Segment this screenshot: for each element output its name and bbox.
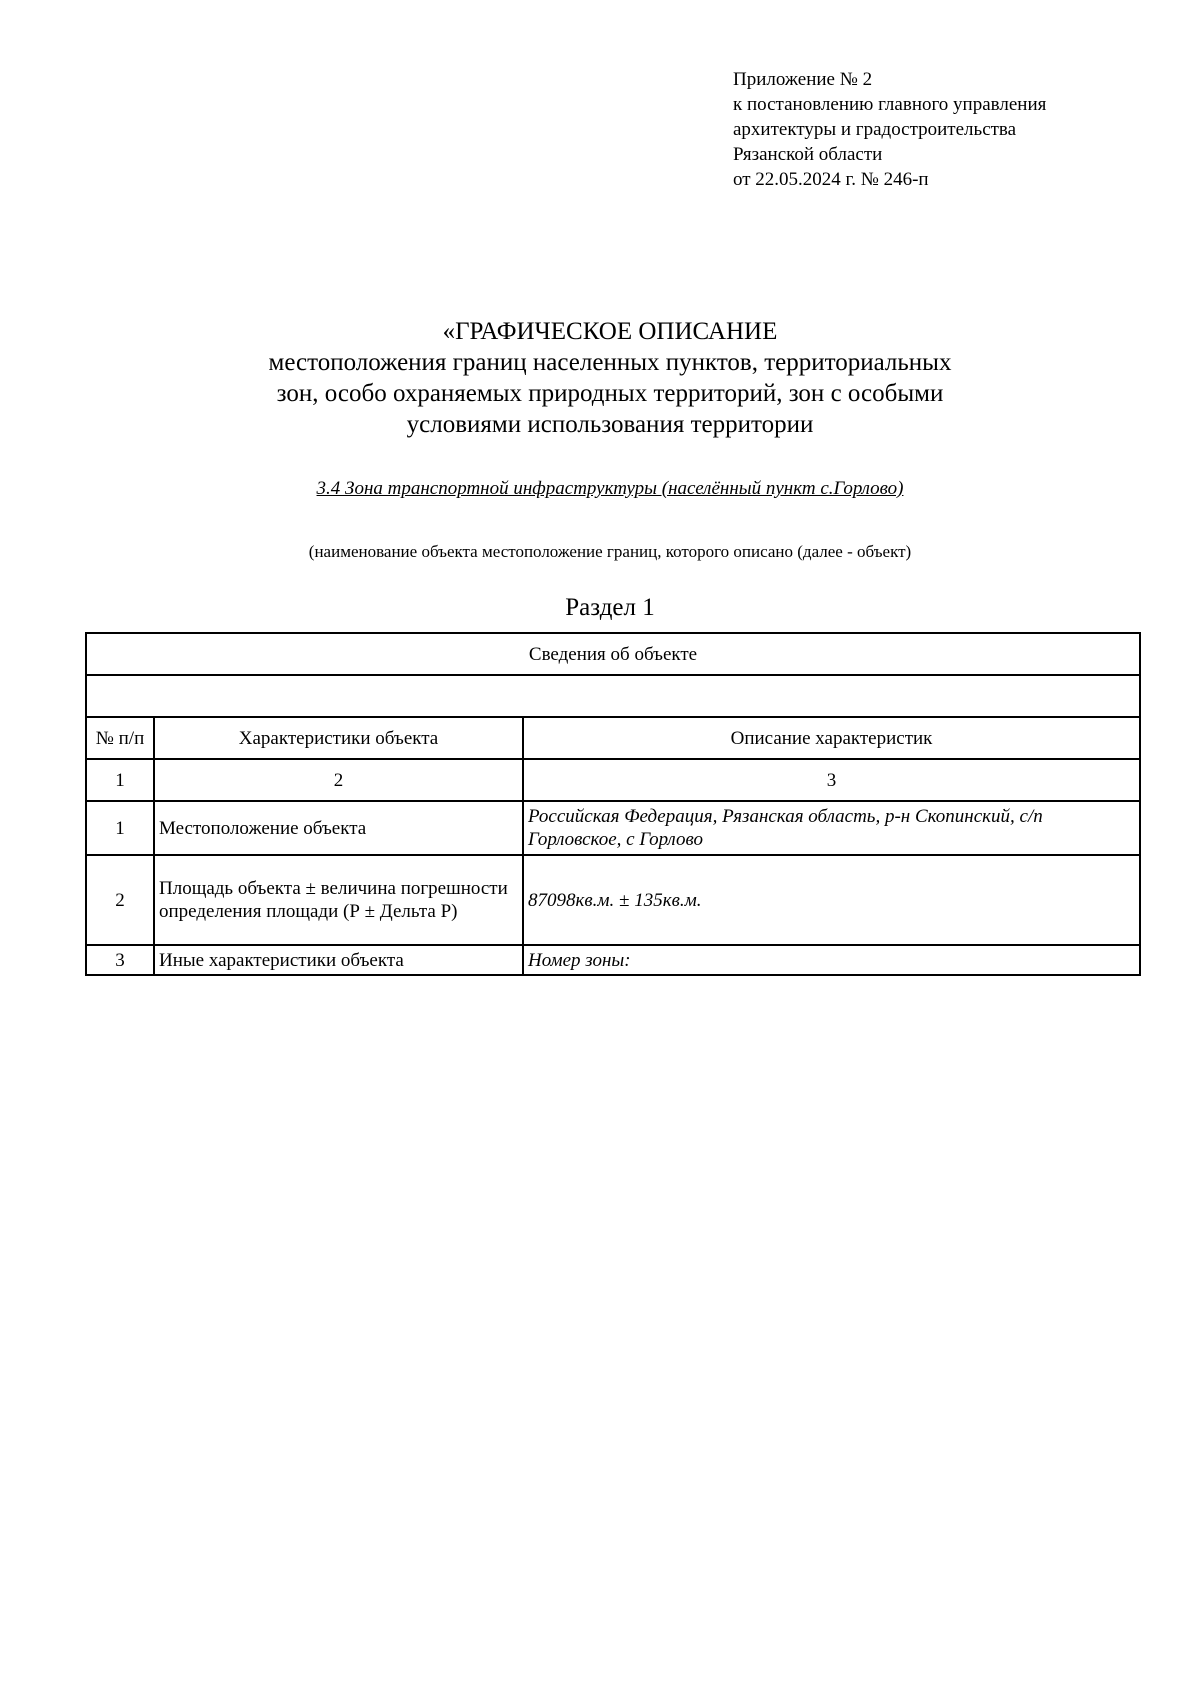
object-name: 3.4 Зона транспортной инфраструктуры (населённый пункт с.Горлово) — [316, 478, 904, 499]
title-line: зон, особо охраняемых природных территорий, зон с особыми — [276, 380, 944, 407]
column-number: 2 — [154, 759, 523, 801]
title-line: «ГРАФИЧЕСКОЕ ОПИСАНИЕ — [442, 318, 778, 345]
appendix-line: Приложение № 2 — [733, 69, 873, 90]
row-num: 1 — [86, 801, 154, 855]
appendix-line: от 22.05.2024 г. № 246-п — [733, 169, 929, 190]
table-row — [86, 801, 1140, 855]
document-title — [0, 316, 1200, 440]
table-row — [86, 945, 1140, 975]
table-empty-row — [86, 675, 1140, 717]
empty-cell — [86, 675, 1140, 717]
row-characteristic: Площадь объекта ± величина погрешности определения площади (Р ± Дельта Р) — [154, 855, 523, 945]
row-num: 3 — [86, 945, 154, 975]
table-header-row — [86, 717, 1140, 759]
object-info-table — [85, 632, 1141, 976]
table-heading-row — [86, 633, 1140, 675]
row-characteristic: Иные характеристики объекта — [154, 945, 523, 975]
column-header-characteristic: Характеристики объекта — [154, 717, 523, 759]
title-line: местоположения границ населенных пунктов, территориальных — [268, 349, 952, 376]
column-number: 1 — [86, 759, 154, 801]
row-description: Российская Федерация, Рязанская область, р-н Скопинский, с/п Горловское, с Горлово — [523, 801, 1140, 855]
row-num: 2 — [86, 855, 154, 945]
table-row — [86, 855, 1140, 945]
appendix-line: Рязанской области — [733, 144, 883, 165]
title-line: условиями использования территории — [406, 411, 814, 438]
row-description: 87098кв.м. ± 135кв.м. — [523, 855, 1140, 945]
object-caption: (наименование объекта местоположение границ, которого описано (далее - объект) — [308, 542, 912, 561]
column-header-description: Описание характеристик — [523, 717, 1140, 759]
appendix-note — [733, 67, 1046, 192]
row-characteristic: Местоположение объекта — [154, 801, 523, 855]
column-header-num: № п/п — [86, 717, 154, 759]
table-heading: Сведения об объекте — [86, 633, 1140, 675]
appendix-line: архитектуры и градостроительства — [733, 119, 1017, 140]
table-column-numbers-row — [86, 759, 1140, 801]
section-title: Раздел 1 — [565, 594, 655, 621]
row-description: Номер зоны: — [523, 945, 1140, 975]
appendix-line: к постановлению главного управления — [733, 94, 1047, 115]
column-number: 3 — [523, 759, 1140, 801]
